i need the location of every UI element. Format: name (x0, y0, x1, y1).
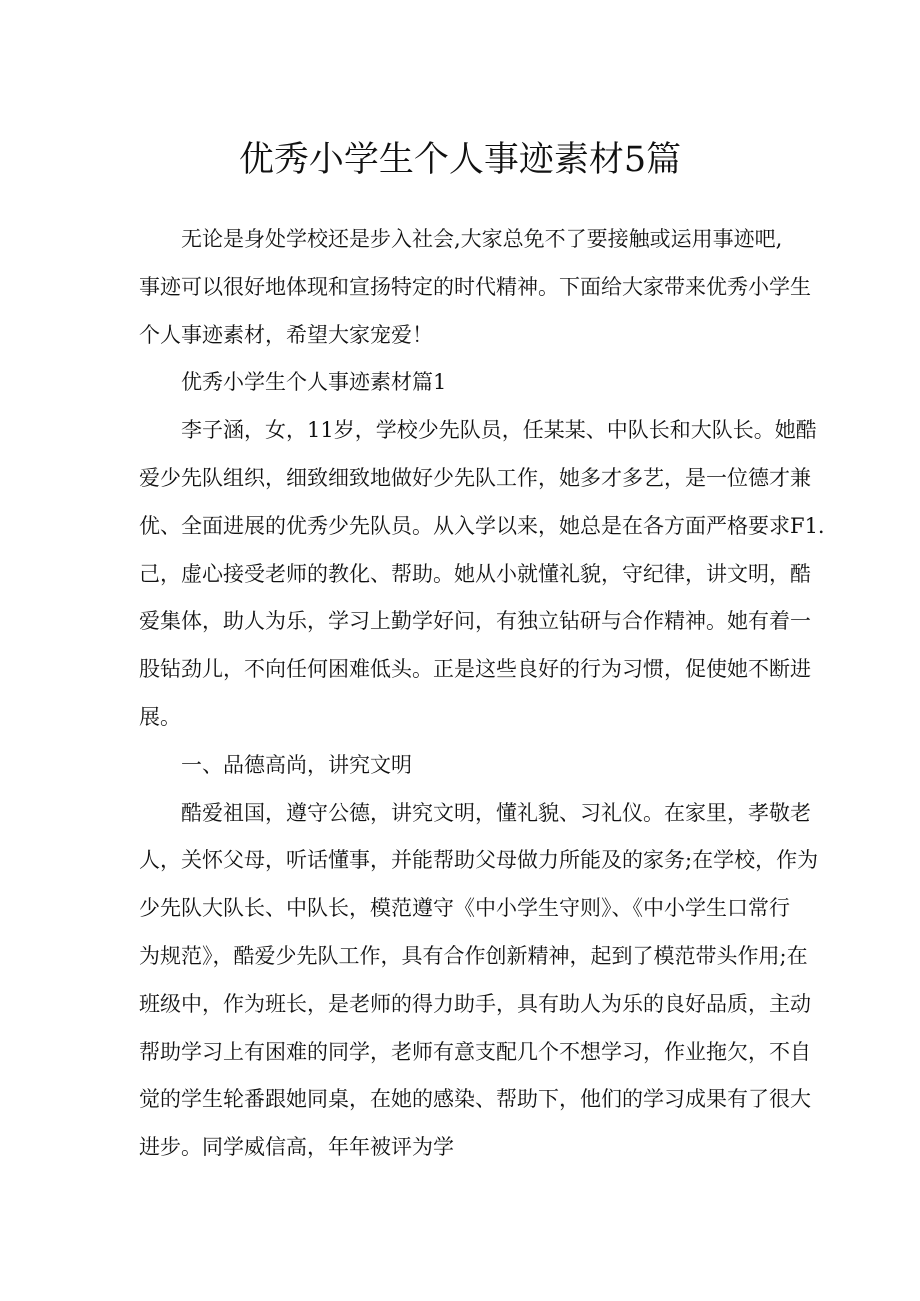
text-line: 己，虚心接受老师的教化、帮助。她从小就懂礼貌，守纪律，讲文明，酷 (139, 561, 811, 586)
text-line: 班级中，作为班长，是老师的得力助手，具有助人为乐的良好品质，主动 (139, 991, 811, 1016)
text-line: 人，关怀父母，听话懂事，并能帮助父母做力所能及的家务;在学校，作为 (139, 848, 819, 873)
section-heading: 一、品德高尚，讲究文明 (139, 752, 412, 777)
text-line: 展。 (139, 704, 181, 729)
document-body (139, 216, 825, 1172)
text-line: 优、全面进展的优秀少先队员。从入学以来，她总是在各方面严格要求F1. (139, 513, 825, 538)
text-line: 事迹可以很好地体现和宣扬特定的时代精神。下面给大家带来优秀小学生 (139, 274, 811, 299)
text-line: 爱少先队组织，细致细致地做好少先队工作，她多才多艺，是一位德才兼 (139, 465, 811, 490)
text-line: 进步。同学威信高，年年被评为学 (139, 1135, 454, 1160)
section-heading: 优秀小学生个人事迹素材篇1 (139, 370, 447, 395)
page-title: 优秀小学生个人事迹素材5篇 (238, 140, 682, 180)
text-line: 帮助学习上有困难的同学，老师有意支配几个不想学习，作业拖欠，不自 (139, 1039, 811, 1064)
text-line: 无论是身处学校还是步入社会,大家总免不了要接触或运用事迹吧, (139, 227, 783, 251)
text-line: 个人事迹素材，希望大家宠爱！ (139, 322, 433, 347)
text-line: 酷爱祖国，遵守公德，讲究文明，懂礼貌、习礼仪。在家里，孝敬老 (139, 800, 811, 825)
text-line: 李子涵，女，11岁，学校少先队员，任某某、中队长和大队长。她酷 (139, 418, 817, 443)
text-line: 觉的学生轮番跟她同桌，在她的感染、帮助下，他们的学习成果有了很大 (139, 1087, 811, 1112)
text-line: 爱集体，助人为乐，学习上勤学好问，有独立钻研与合作精神。她有着一 (139, 609, 811, 634)
text-line: 股钻劲儿，不向任何困难低头。正是这些良好的行为习惯，促使她不断进 (139, 657, 811, 682)
text-line: 为规范》，酷爱少先队工作，具有合作创新精神，起到了模范带头作用;在 (139, 943, 808, 968)
text-line: 少先队大队长、中队长，模范遵守《中小学生守则》、《中小学生口常行 (139, 896, 790, 921)
